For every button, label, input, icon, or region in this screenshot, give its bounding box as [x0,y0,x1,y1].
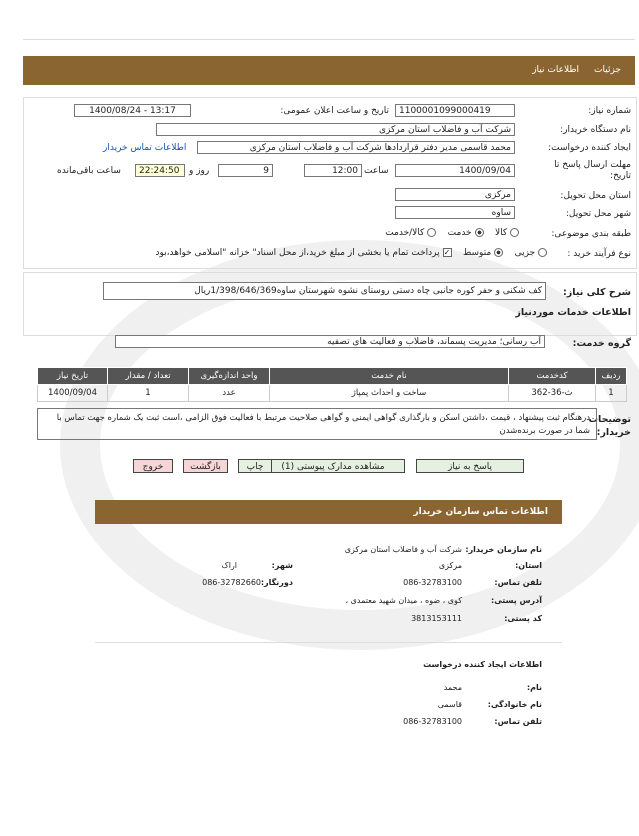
proc-medium-label: متوسط [462,248,492,258]
cat-goods-service-radio[interactable] [427,228,436,237]
deadline-label: مهلت ارسال پاسخ تا تاریخ: [554,160,631,181]
top-divider [23,39,635,40]
contact-province-value: مرکزی [438,561,462,570]
buyer-notes-label: توضیحات خریدار: [588,414,631,438]
cat-goods-radio[interactable] [510,228,519,237]
col-qty: تعداد / مقدار [108,368,189,385]
cell-qty: 1 [108,385,189,402]
proc-partial-radio[interactable] [538,248,547,257]
creator-label: ایجاد کننده درخواست: [548,143,631,153]
contact-postal-value: 3813153111 [411,614,462,623]
items-table [37,367,627,402]
payment-checkbox[interactable]: ✓ [443,248,451,257]
buyer-label: نام دستگاه خریدار: [560,125,631,135]
cell-row: 1 [596,385,627,402]
days-field: 9 [218,164,273,177]
print-button[interactable]: چاپ [238,459,272,473]
table-row [38,385,627,402]
province-label: استان محل تحویل: [560,191,631,201]
cell-name: ساخت و احداث پمپاژ [270,385,509,402]
contact-city-label: شهر: [271,561,293,570]
buyer-notes-text: درهنگام ثبت پیشنهاد ، قیمت ،داشتن اسکن و بارگذاری گواهی ایمنی و گواهی صلاحیت مرتبط با فعالیت فوق الزامی ،است ثبت یک شماره جهت تماس با شما در صورت برنده‌شدن [37,408,597,440]
cell-code: ث-36-362 [509,385,596,402]
col-name: نام خدمت [270,368,509,385]
cat-service-radio[interactable] [475,228,484,237]
category-options [385,228,519,238]
breadcrumb-details[interactable]: جزئیات [594,65,621,75]
contact-fax-label: دورنگار: [260,578,293,587]
table-header-row [38,368,627,385]
creator-info-title: اطلاعات ایجاد کننده درخواست [423,660,542,669]
col-code: کدخدمت [509,368,596,385]
city-field: ساوه [395,206,515,219]
deadline-date-field: 1400/09/04 [395,164,515,177]
summary-label: شرح کلی نیاز: [562,287,631,298]
payment-note: پرداخت تمام یا بخشی از مبلغ خرید،از محل اسناد" خزانه "اسلامی خواهد،بود [155,248,440,258]
buyer-contact-link[interactable]: اطلاعات تماس خریدار [103,143,187,153]
col-unit: واحد اندازه‌گیری [189,368,270,385]
exit-button[interactable]: خروج [133,459,173,473]
col-row: ردیف [596,368,627,385]
col-date: تاریخ نیاز [38,368,108,385]
contact-province-label: استان: [515,561,542,570]
breadcrumb-need-info[interactable]: اطلاعات نیاز [532,65,579,75]
creator-phone-label: تلفن تماس: [494,717,542,726]
cat-goods-label: کالا [494,228,508,238]
need-number-field: 1100001099000419 [395,104,515,117]
services-title: اطلاعات خدمات مورد‌نیاز [515,307,631,318]
contact-city-value: اراک [221,561,237,570]
buyer-field: شرکت آب و فاضلاب استان مرکزی [156,123,515,136]
reply-button[interactable]: پاسخ به نیاز [416,459,524,473]
contact-fax-value: 086-32782660 [202,578,261,587]
contact-org-label: نام سازمان خریدار: [465,545,542,554]
contact-address-value: کوی ، ضوه ، میدان شهید معتمدی ، [345,596,462,605]
cell-unit: عدد [189,385,270,402]
cat-goods-service-label: کالا/خدمت [385,228,425,238]
cell-date: 1400/09/04 [38,385,108,402]
creator-phone-value: 086-32783100 [403,717,462,726]
category-label: طبقه بندی موضوعی: [551,229,631,239]
process-label: نوع فرآیند خرید : [567,249,631,259]
creator-name-value: محمد [443,683,462,692]
contact-phone-label: تلفن تماس: [494,578,542,587]
contact-org-value: شرکت آب و فاضلاب استان مرکزی [344,545,462,554]
creator-field: محمد قاسمی مدیر دفتر قراردادها شرکت آب و فاضلاب استان مرکزی [197,141,515,154]
remaining-label: ساعت باقی‌مانده [57,166,121,176]
proc-partial-label: جزیی [514,248,536,258]
announce-field: 1400/08/24 - 13:17 [74,104,191,117]
contact-address-label: آدرس پستی: [491,596,542,605]
contact-header [95,500,562,524]
days-label: روز و [189,166,210,176]
service-group-label: گروه خدمت: [572,338,631,349]
remaining-time-field: 22:24:50 [135,164,185,177]
process-options [155,248,547,258]
attachments-button[interactable]: مشاهده مدارک پیوستی (1) [261,459,405,473]
cat-service-label: خدمت [447,228,472,238]
service-group-field: آب رسانی؛ مدیریت پسماند، فاضلاب و فعالیت های تصفیه [115,335,545,348]
announce-label: تاریخ و ساعت اعلان عمومی: [280,106,389,116]
summary-field: کف شکنی و حفر کوره جانبی چاه دستی روستای نشوه شهرستان ساوه1/398/646/369ریال [103,282,546,300]
deadline-time-label: ساعت [364,166,389,176]
deadline-time-field: 12:00 [304,164,362,177]
proc-medium-radio[interactable] [494,248,503,257]
creator-name-label: نام: [526,683,542,692]
back-button[interactable]: بازگشت [183,459,228,473]
contact-divider [95,642,562,643]
contact-phone-value: 086-32783100 [403,578,462,587]
city-label: شهر محل تحویل: [565,209,631,219]
creator-family-label: نام خانوادگی: [487,700,542,709]
page-header [23,56,635,85]
creator-family-value: قاسمی [437,700,462,709]
contact-title: اطلاعات تماس سازمان خریدار [413,507,548,517]
province-field: مرکزی [395,188,515,201]
contact-postal-label: کد پستی: [504,614,542,623]
need-number-label: شماره نیاز: [588,106,631,116]
